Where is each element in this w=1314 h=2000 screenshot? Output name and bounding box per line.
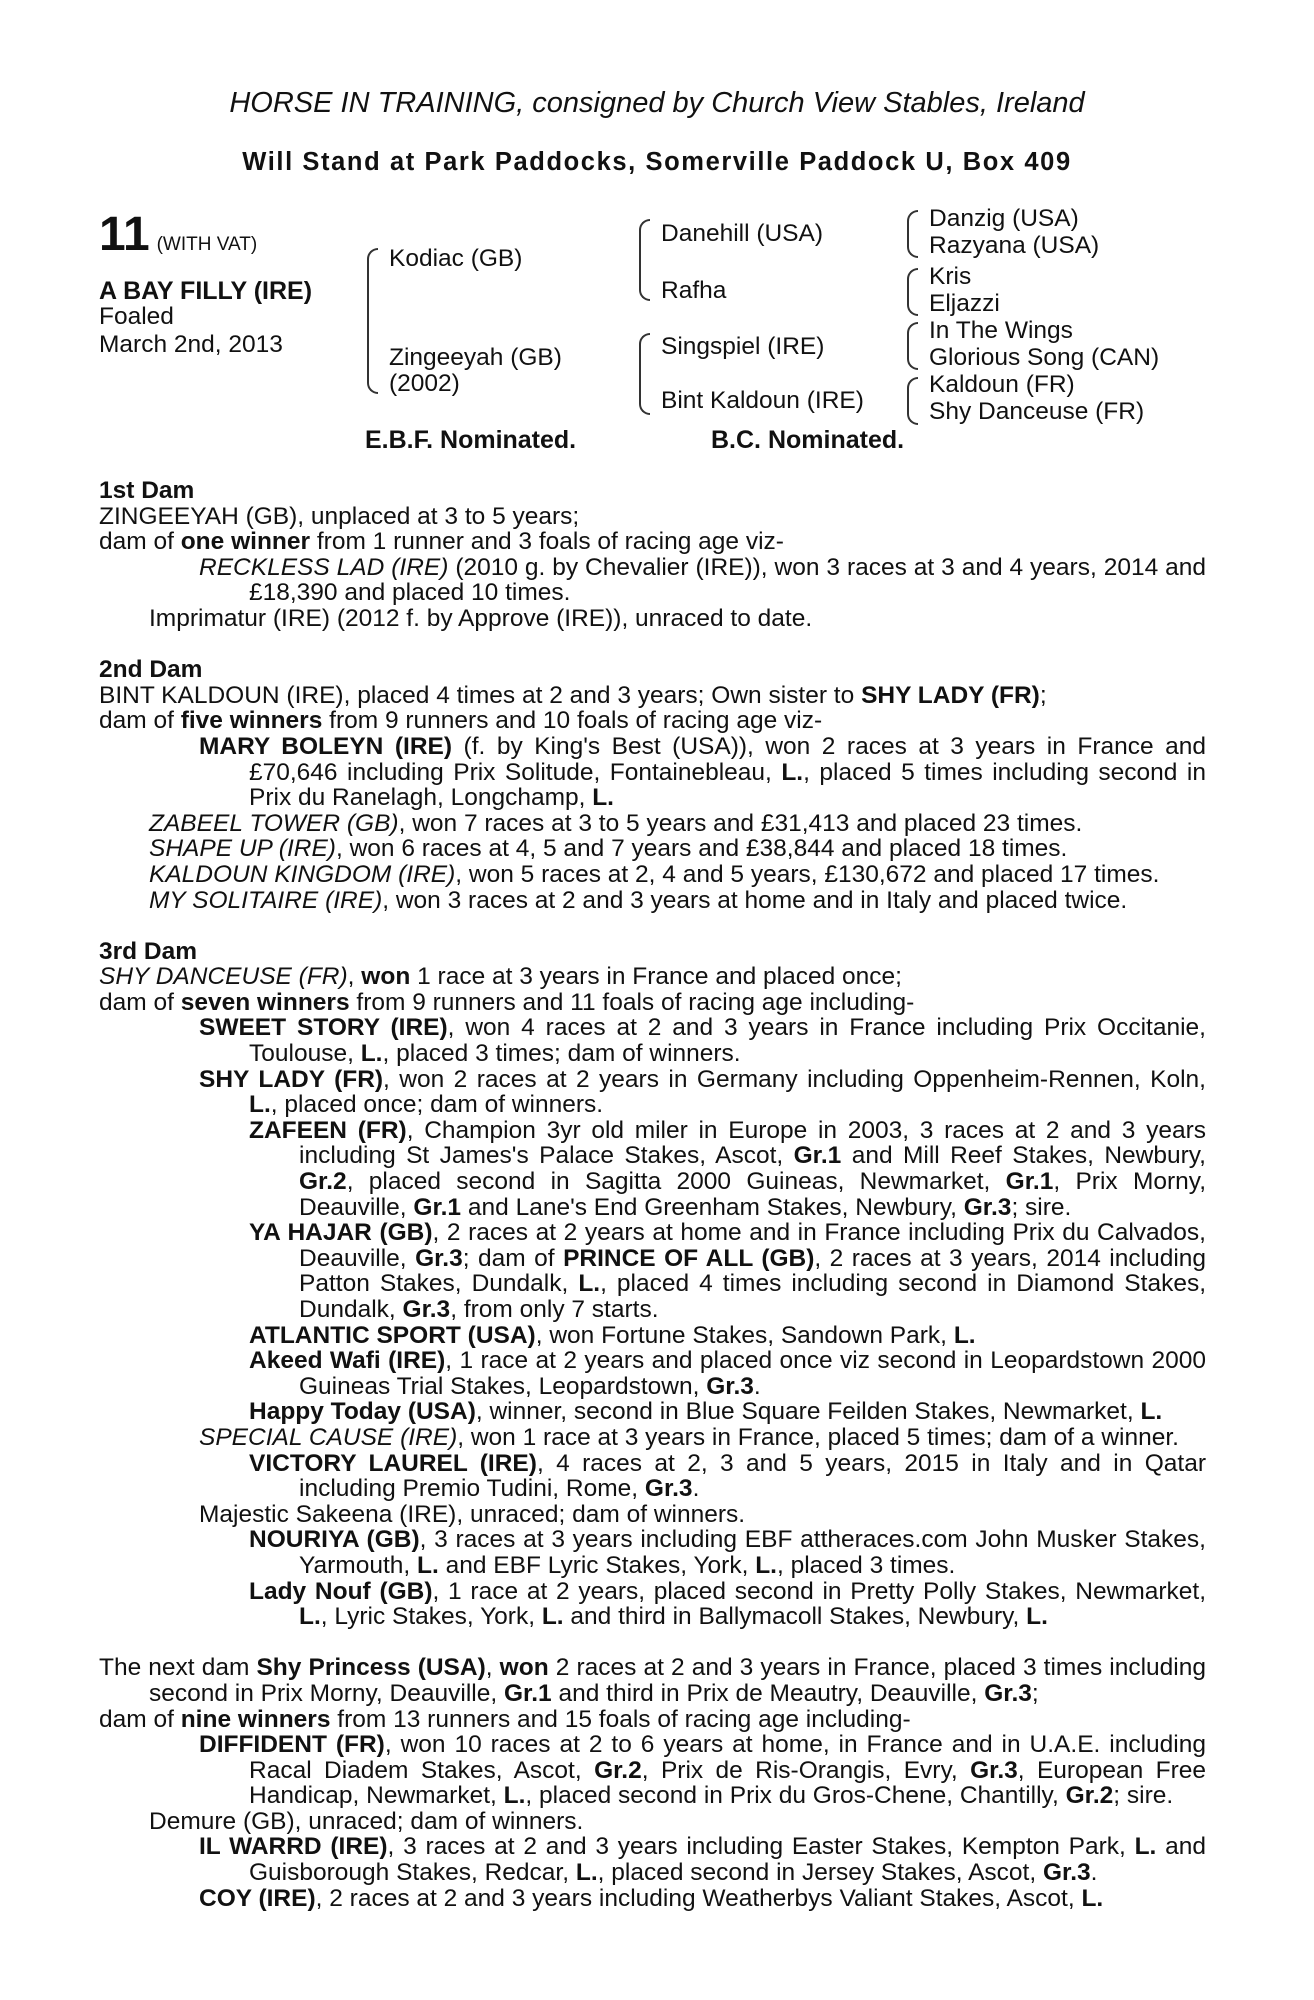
runner-entry <box>99 1886 1206 1912</box>
text-segment: dam of <box>99 707 181 735</box>
lot-number: 11 <box>99 208 150 261</box>
text-segment: Gr.3 <box>984 1679 1032 1707</box>
runner-entry <box>99 1527 1206 1578</box>
text-segment: dam of <box>99 1705 181 1733</box>
produce-record <box>99 478 1206 1911</box>
text-segment: , Prix de Ris-Orangis, Evry, <box>641 1756 971 1784</box>
text-segment: ; dam of <box>462 1244 564 1272</box>
pedigree-ggp-5: In The Wings <box>929 317 1073 344</box>
lot-number-line <box>99 208 258 261</box>
text-segment: L. <box>575 1859 598 1887</box>
text-segment: Gr.3 <box>644 1475 693 1503</box>
text-segment: YA HAJAR (GB) <box>249 1219 433 1247</box>
text-segment: L. <box>503 1782 526 1810</box>
pedigree-ggp-1: Danzig (USA) <box>929 205 1079 232</box>
dam-line <box>99 504 1206 530</box>
pedigree-granddam-1: Rafha <box>661 277 727 304</box>
text-segment: 1 race at 3 years in France and placed once; <box>410 963 902 991</box>
text-segment: Gr.3 <box>402 1296 451 1323</box>
text-segment: BINT KALDOUN (IRE), placed 4 times at 2 and 3 years; Own sister to <box>99 681 862 709</box>
text-segment: from 9 runners and 10 foals of racing age viz- <box>322 707 823 735</box>
text-segment: , Prix Morny, Deauville, <box>299 1168 1207 1221</box>
text-segment: won <box>361 963 411 991</box>
text-segment: from 1 runner and 3 foals of racing age viz- <box>310 528 784 556</box>
pedigree-ggp-4: Eljazzi <box>929 290 1000 317</box>
pedigree-brace-sire-parents <box>639 219 650 301</box>
text-segment: , won 2 races at 2 years in Germany including Oppenheim-Rennen, Koln, <box>383 1065 1206 1093</box>
text-segment: seven winners <box>180 988 350 1016</box>
pedigree-ggp-6: Glorious Song (CAN) <box>929 344 1160 371</box>
pedigree-brace-dam-parents <box>639 333 650 415</box>
dam-produce-summary <box>99 708 1206 734</box>
text-segment: and third in Ballymacoll Stakes, Newbury, <box>563 1603 1027 1631</box>
text-segment: , winner, second in Blue Square Feilden Stakes, Newmarket, <box>475 1398 1141 1426</box>
text-segment: and Guisborough Stakes, Redcar, <box>249 1833 1207 1887</box>
dam-produce-summary <box>99 529 1206 555</box>
runner-entry <box>99 1834 1206 1885</box>
text-segment: Lady Nouf (GB) <box>249 1577 433 1605</box>
section-heading: 2nd Dam <box>99 656 203 684</box>
text-segment: from 13 runners and 15 foals of racing age including- <box>330 1705 911 1733</box>
text-segment: ZINGEEYAH (GB), unplaced at 3 to 5 years; <box>99 502 580 530</box>
dam-produce-summary <box>99 990 1206 1016</box>
foaled-label: Foaled <box>99 303 174 330</box>
text-segment: , 2 races at 2 and 3 years including Weatherbys Valiant Stakes, Ascot, <box>315 1884 1082 1912</box>
text-segment: , <box>347 963 362 991</box>
text-segment: ZABEEL TOWER (GB) <box>149 809 399 837</box>
runner-entry <box>99 811 1206 837</box>
text-segment: Gr.3 <box>1042 1859 1091 1887</box>
text-segment: , placed second in Prix du Gros-Chene, Chantilly, <box>525 1782 1066 1810</box>
runner-entry <box>99 1579 1206 1630</box>
text-segment: SHY LADY (FR) <box>861 681 1040 709</box>
text-segment: L. <box>1026 1603 1048 1631</box>
dam-section-2 <box>99 657 1206 913</box>
pedigree-granddam-2: Bint Kaldoun (IRE) <box>661 387 864 414</box>
pedigree-dam: Zingeeyah (GB) <box>389 344 562 371</box>
text-segment: , placed second in Jersey Stakes, Ascot, <box>597 1859 1043 1887</box>
pedigree-brace-sire-dam <box>367 248 378 394</box>
runner-entry <box>99 1809 1206 1835</box>
text-segment: , won 3 races at 2 and 3 years at home and in Italy and placed twice. <box>382 886 1128 914</box>
text-segment: Gr.2 <box>594 1756 642 1784</box>
text-segment: , placed 4 times including second in Diamond Stakes, Dundalk, <box>299 1270 1206 1323</box>
pedigree-grandsire-2: Singspiel (IRE) <box>661 333 825 360</box>
dam-line <box>99 964 1206 990</box>
text-segment: (f. by King's Best (USA)), won 2 races at 3 years in France and £70,646 including Prix Solitude, Fontainebleau, <box>249 732 1206 786</box>
pedigree-brace-ggp-3 <box>907 322 918 370</box>
text-segment: SHY LADY (FR) <box>199 1065 384 1093</box>
text-segment: , won 4 races at 2 and 3 years in France including Prix Occitanie, Toulouse, <box>249 1014 1206 1068</box>
text-segment: , from only 7 starts. <box>450 1296 659 1323</box>
section-heading: 3rd Dam <box>99 937 198 965</box>
text-segment: IL WARRD (IRE) <box>199 1833 388 1861</box>
text-segment: , 1 race at 2 years and placed once viz second in Leopardstown 2000 Guineas Trial Stakes, Leopardstown, <box>299 1347 1206 1400</box>
text-segment: SPECIAL CAUSE (IRE) <box>199 1423 458 1451</box>
text-segment: ; <box>1039 681 1047 709</box>
runner-entry <box>99 1220 1206 1322</box>
text-segment: Gr.3 <box>970 1756 1018 1784</box>
text-segment: L. <box>417 1551 439 1579</box>
dam-section-3 <box>99 939 1206 1630</box>
runner-entry <box>99 1502 1206 1528</box>
runner-entry <box>99 836 1206 862</box>
text-segment: , Champion 3yr old miler in Europe in 2003, 3 races at 2 and 3 years including St James's Palace Stakes, Ascot, <box>299 1116 1206 1170</box>
text-segment: , 3 races at 2 and 3 years including Easter Stakes, Kempton Park, <box>387 1833 1135 1861</box>
text-segment: nine winners <box>180 1705 331 1733</box>
text-segment: L. <box>299 1603 321 1631</box>
text-segment: , won 5 races at 2, 4 and 5 years, £130,672 and placed 17 times. <box>455 860 1160 888</box>
text-segment: PRINCE OF ALL (GB) <box>563 1244 815 1272</box>
runner-entry <box>99 1067 1206 1118</box>
foaled-date: March 2nd, 2013 <box>99 331 283 358</box>
pedigree-ggp-3: Kris <box>929 263 972 290</box>
pedigree-sire: Kodiac (GB) <box>389 245 523 272</box>
runner-entry <box>99 606 1206 632</box>
text-segment: , placed 5 times including second in Prix du Ranelagh, Longchamp, <box>249 758 1206 812</box>
text-segment: L. <box>592 784 614 812</box>
text-segment: ; sire. <box>1113 1782 1174 1810</box>
pedigree-grandsire-1: Danehill (USA) <box>661 220 824 247</box>
text-segment: MY SOLITAIRE (IRE) <box>149 886 383 914</box>
dam-section-1 <box>99 478 1206 632</box>
text-segment: Gr.3 <box>963 1193 1012 1221</box>
text-segment: dam of <box>99 528 181 556</box>
text-segment: Happy Today (USA) <box>249 1398 476 1426</box>
runner-entry <box>99 862 1206 888</box>
text-segment: L. <box>360 1040 383 1068</box>
pedigree-ggp-2: Razyana (USA) <box>929 232 1100 259</box>
text-segment: , 2 races at 3 years, 2014 including Patton Stakes, Dundalk, <box>299 1244 1207 1298</box>
text-segment: The next dam <box>99 1654 257 1682</box>
text-segment: Gr.3 <box>706 1372 754 1400</box>
text-segment: L. <box>1134 1833 1157 1861</box>
text-segment: Imprimatur (IRE) (2012 f. by Approve (IRE)), unraced to date. <box>149 604 813 632</box>
text-segment: , 4 races at 2, 3 and 5 years, 2015 in Italy and in Qatar including Premio Tudini, Rome, <box>299 1449 1206 1503</box>
text-segment: 2 races at 2 and 3 years in France, placed 3 times including second in Prix Morny, Deauville, <box>149 1654 1206 1707</box>
runner-entry <box>99 555 1206 606</box>
text-segment: Gr.1 <box>793 1142 842 1170</box>
text-segment: . <box>692 1475 700 1503</box>
text-segment: , 1 race at 2 years, placed second in Pretty Polly Stakes, Newmarket, <box>432 1577 1206 1605</box>
text-segment: DIFFIDENT (FR) <box>199 1731 385 1759</box>
text-segment: ATLANTIC SPORT (USA) <box>249 1321 536 1349</box>
text-segment: SWEET STORY (IRE) <box>199 1014 448 1042</box>
text-segment: L. <box>781 758 804 786</box>
text-segment: MARY BOLEYN (IRE) <box>199 732 453 760</box>
text-segment: and Mill Reef Stakes, Newbury, <box>841 1142 1206 1170</box>
dam-produce-summary <box>99 1707 1206 1733</box>
text-segment: , 2 races at 2 years at home and in France including Prix du Calvados, Deauville, <box>299 1219 1206 1272</box>
text-segment: NOURIYA (GB) <box>249 1526 420 1554</box>
text-segment: , placed 3 times; dam of winners. <box>382 1040 741 1068</box>
text-segment: Gr.3 <box>415 1244 463 1272</box>
text-segment: SHY DANCEUSE (FR) <box>99 963 348 991</box>
runner-entry <box>99 888 1206 914</box>
text-segment: , won 7 races at 3 to 5 years and £31,413 and placed 23 times. <box>398 809 1083 837</box>
runner-entry <box>99 1399 1206 1425</box>
text-segment: Gr.2 <box>1065 1782 1114 1810</box>
text-segment: ; sire. <box>1011 1193 1072 1221</box>
runner-entry <box>99 1732 1206 1809</box>
text-segment: , placed 3 times. <box>776 1551 956 1579</box>
bc-nominated: B.C. Nominated. <box>711 426 905 454</box>
text-segment: won <box>499 1654 549 1682</box>
text-segment: Gr.1 <box>503 1679 552 1707</box>
text-segment: L. <box>1140 1398 1163 1426</box>
text-segment: Akeed Wafi (IRE) <box>249 1347 446 1375</box>
text-segment: Gr.1 <box>1005 1168 1054 1196</box>
dam-line <box>99 683 1206 709</box>
text-segment: , placed second in Sagitta 2000 Guineas, Newmarket, <box>346 1168 1006 1196</box>
text-segment: Shy Princess (USA) <box>256 1654 486 1682</box>
text-segment: and EBF Lyric Stakes, York, <box>438 1551 756 1579</box>
text-segment: , won 10 races at 2 to 6 years at home, in France and in U.A.E. including Racal Diadem Stakes, Ascot, <box>249 1731 1206 1784</box>
pedigree-brace-ggp-2 <box>907 268 918 316</box>
section-heading: 1st Dam <box>99 477 195 504</box>
text-segment: , won 6 races at 4, 5 and 7 years and £38,844 and placed 18 times. <box>335 835 1068 863</box>
text-segment: five winners <box>180 707 323 735</box>
text-segment: RECKLESS LAD (IRE) <box>199 553 449 581</box>
text-segment: ; <box>1031 1679 1039 1707</box>
runner-entry <box>99 1425 1206 1451</box>
vat-label: (WITH VAT) <box>156 234 258 255</box>
text-segment: L. <box>1081 1884 1104 1912</box>
text-segment: Majestic Sakeena (IRE), unraced; dam of winners. <box>199 1500 746 1528</box>
text-segment: L. <box>249 1091 271 1119</box>
text-segment: L. <box>541 1603 564 1631</box>
text-segment: SHAPE UP (IRE) <box>149 835 336 863</box>
lot-description: A BAY FILLY (IRE) <box>99 277 313 305</box>
text-segment: COY (IRE) <box>199 1884 316 1912</box>
pedigree-dam-year: (2002) <box>389 370 460 397</box>
next-dam-section <box>99 1655 1206 1911</box>
runner-entry <box>99 1118 1206 1220</box>
text-segment: Gr.1 <box>413 1193 462 1221</box>
text-segment: , won 1 race at 3 years in France, placed 5 times; dam of a winner. <box>457 1423 1179 1451</box>
text-segment: . <box>753 1372 761 1400</box>
text-segment: L. <box>578 1270 601 1298</box>
text-segment: L. <box>953 1321 976 1349</box>
runner-entry <box>99 1323 1206 1349</box>
text-segment: . <box>1090 1859 1098 1887</box>
text-segment: and Lane's End Greenham Stakes, Newbury, <box>461 1193 964 1221</box>
runner-entry <box>99 734 1206 811</box>
text-segment: , placed once; dam of winners. <box>270 1091 604 1119</box>
text-segment: Gr.2 <box>299 1168 347 1196</box>
text-segment: Demure (GB), unraced; dam of winners. <box>149 1807 584 1835</box>
ebf-nominated: E.B.F. Nominated. <box>365 426 577 454</box>
runner-entry <box>99 1015 1206 1066</box>
text-segment: VICTORY LAUREL (IRE) <box>249 1449 537 1477</box>
page-subtitle: Will Stand at Park Paddocks, Somerville Paddock U, Box 409 <box>242 148 1072 176</box>
pedigree-brace-ggp-4 <box>907 377 918 425</box>
runner-entry <box>99 1348 1206 1399</box>
text-segment: , won Fortune Stakes, Sandown Park, <box>535 1321 954 1349</box>
text-segment: and third in Prix de Meautry, Deauville, <box>551 1679 985 1707</box>
text-segment: , European Free Handicap, Newmarket, <box>249 1756 1206 1810</box>
text-segment: , <box>485 1654 500 1682</box>
pedigree-brace-ggp-1 <box>907 210 918 258</box>
text-segment: from 9 runners and 11 foals of racing age including- <box>349 988 915 1016</box>
page-title: HORSE IN TRAINING, consigned by Church View Stables, Ireland <box>229 87 1085 119</box>
text-segment: one winner <box>180 528 311 556</box>
text-segment: ZAFEEN (FR) <box>249 1116 407 1144</box>
text-segment: L. <box>755 1551 777 1579</box>
text-segment: , 3 races at 3 years including EBF attheraces.com John Musker Stakes, Yarmouth, <box>299 1526 1206 1579</box>
text-segment: , Lyric Stakes, York, <box>320 1603 542 1631</box>
text-segment: (2010 g. by Chevalier (IRE)), won 3 races at 3 and 4 years, 2014 and £18,390 and placed 10 times. <box>249 553 1206 607</box>
text-segment: KALDOUN KINGDOM (IRE) <box>149 860 456 888</box>
text-segment: dam of <box>99 988 181 1016</box>
runner-entry <box>99 1451 1206 1502</box>
pedigree-ggp-8: Shy Danceuse (FR) <box>929 398 1145 425</box>
dam-line <box>99 1655 1206 1706</box>
pedigree-ggp-7: Kaldoun (FR) <box>929 371 1075 398</box>
